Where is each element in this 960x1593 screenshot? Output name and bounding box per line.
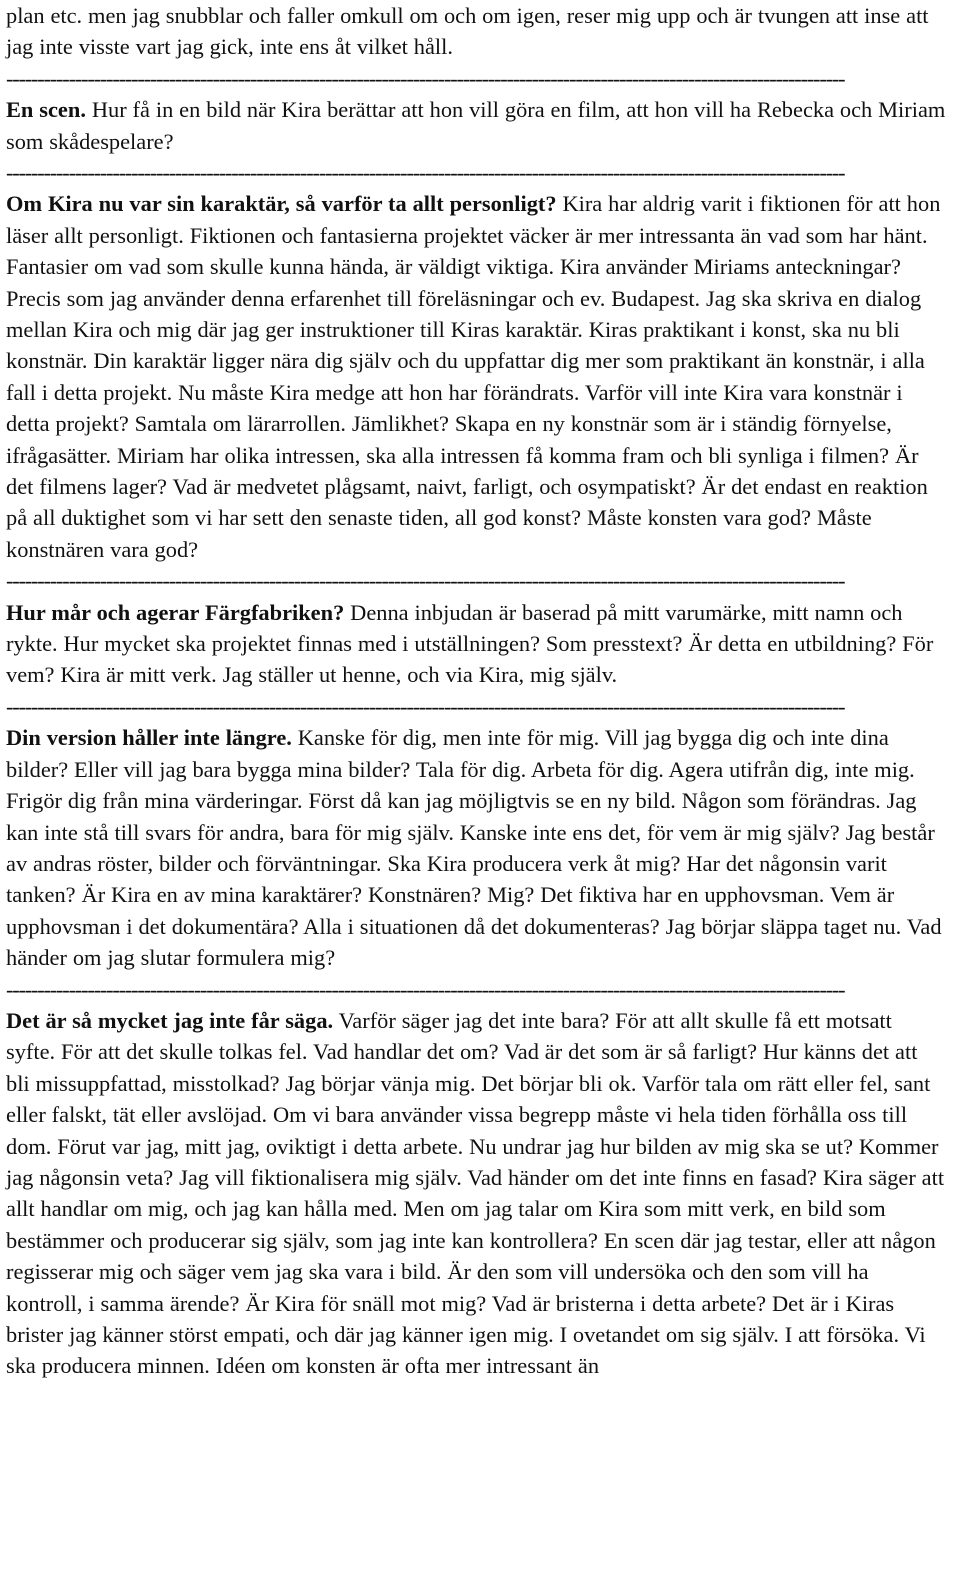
section-heading: Din version håller inte längre. [6,725,292,751]
section-heading: En scen. [6,97,86,123]
section-body: Varför säger jag det inte bara? För att allt skulle få ett motsatt syfte. För att det skulle tolkas fel. Vad handlar det om? Vad är det som är så farligt? Hur känns det att bli missuppfattad, misstolkad? Jag börjar vänja mig. Det börjar bli ok. Varför tala om rätt eller fel, sant eller falskt, tät eller avslöjad. Om vi bara använder vissa begrepp måste vi hela tiden förhålla oss till dom. Förut var jag, mitt jag, oviktigt i detta arbete. Nu undrar jag hur bilden av mig ska se ut? Kommer jag någonsin veta? Jag vill fiktionalisera mig själv. Vad händer om det inte finns en fasad? Kira säger att allt handlar om mig, och jag kan hålla med. Men om jag talar om Kira som mitt verk, en bild som bestämmer och producerar sig själv, som jag inte kan kontrollera? En scen där jag testar, eller att någon regisserar mig och säger vem jag ska vara i bild. Är den som vill undersöka och den som vill ha kontroll, i samma ärende? Är Kira för snäll mot mig? Vad är bristerna i detta arbete? Det är i Kiras brister jag känner störst empati, och där jag känner igen mig. I ovetandet om sig själv. I att försöka. Vi ska producera minnen. Idéen om konsten är ofta mer intressant än [6,1007,945,1379]
intro-paragraph: plan etc. men jag snubblar och faller omkull om och om igen, reser mig upp och är tvungen att inse att jag inte visste vart jag gick, inte ens åt vilket håll. [6,3,929,60]
document-page [6,0,946,1382]
section-fargfabriken [6,597,946,691]
separator-line: -------------------------------------------------------------------------------------------------------------------------------------- [6,160,845,186]
section-your-version [6,722,946,973]
section-scene [6,94,946,157]
section-heading: Om Kira nu var sin karaktär, så varför ta allt personligt? [6,191,557,217]
section-kira-character [6,188,946,565]
section-heading: Det är så mycket jag inte får säga. [6,1007,334,1033]
separator-line: -------------------------------------------------------------------------------------------------------------------------------------- [6,568,845,594]
section-not-allowed-to-say [6,1005,946,1382]
section-body: Kira har aldrig varit i fiktionen för att hon läser allt personligt. Fiktionen och fantasierna projektet väcker är mer intressanta än vad som har hänt. Fantasier om vad som skulle kunna hända, är väldigt viktiga. Kira använder Miriams anteckningar? Precis som jag använder denna erfarenhet till föreläsningar och ev. Budapest. Jag ska skriva en dialog mellan Kira och mig där jag ger instruktioner till Kiras karaktär. Kiras praktikant i konst, ska nu bli konstnär. Din karaktär ligger nära dig själv och du uppfattar dig mer som praktikant än konstnär, i alla fall i detta projekt. Nu måste Kira medge att hon har förändrats. Varför vill inte Kira vara konstnär i detta projekt? Samtala om lärarrollen. Jämlikhet? Skapa en ny konstnär som är i ständig förnyelse, ifrågasätter. Miriam har olika intressen, ska alla intressen få komma fram och bli synliga i filmen? Är det filmens lager? Vad är medvetet plågsamt, naivt, farligt, och osympatiskt? Är det endast en reaktion på all duktighet som vi har sett den senaste tiden, all god konst? Måste konsten vara god? Måste konstnären vara god? [6,191,941,562]
section-body: Denna inbjudan är baserad på mitt varumärke, mitt namn och rykte. Hur mycket ska projektet finnas med i utställningen? Som presstext? Är detta en utbildning? För vem? Kira är mitt verk. Jag ställer ut henne, och via Kira, mig själv. [6,599,934,688]
separator-line: -------------------------------------------------------------------------------------------------------------------------------------- [6,65,845,91]
separator-line: -------------------------------------------------------------------------------------------------------------------------------------- [6,693,845,719]
separator-line: -------------------------------------------------------------------------------------------------------------------------------------- [6,976,845,1002]
section-body: Kanske för dig, men inte för mig. Vill jag bygga dig och inte dina bilder? Eller vill jag bara bygga mina bilder? Tala för dig. Arbeta för dig. Agera utifrån dig, inte mig. Frigör dig från mina värderingar. Först då kan jag möjligtvis se en ny bild. Någon som förändras. Jag kan inte stå till svars för andra, bara för mig själv. Kanske inte ens det, för vem är mig själv? Jag består av andras röster, bilder och förväntningar. Ska Kira producera verk åt mig? Har det någonsin varit tanken? Är Kira en av mina karaktärer? Konstnären? Mig? Det fiktiva har en upphovsman. Vem är upphovsman i det dokumentära? Alla i situationen då det dokumenteras? Jag börjar släppa taget nu. Vad händer om jag slutar formulera mig? [6,725,942,971]
section-heading: Hur mår och agerar Färgfabriken? [6,599,345,625]
section-body: Hur få in en bild när Kira berättar att hon vill göra en film, att hon vill ha Rebecka och Miriam som skådespelare? [6,97,946,154]
